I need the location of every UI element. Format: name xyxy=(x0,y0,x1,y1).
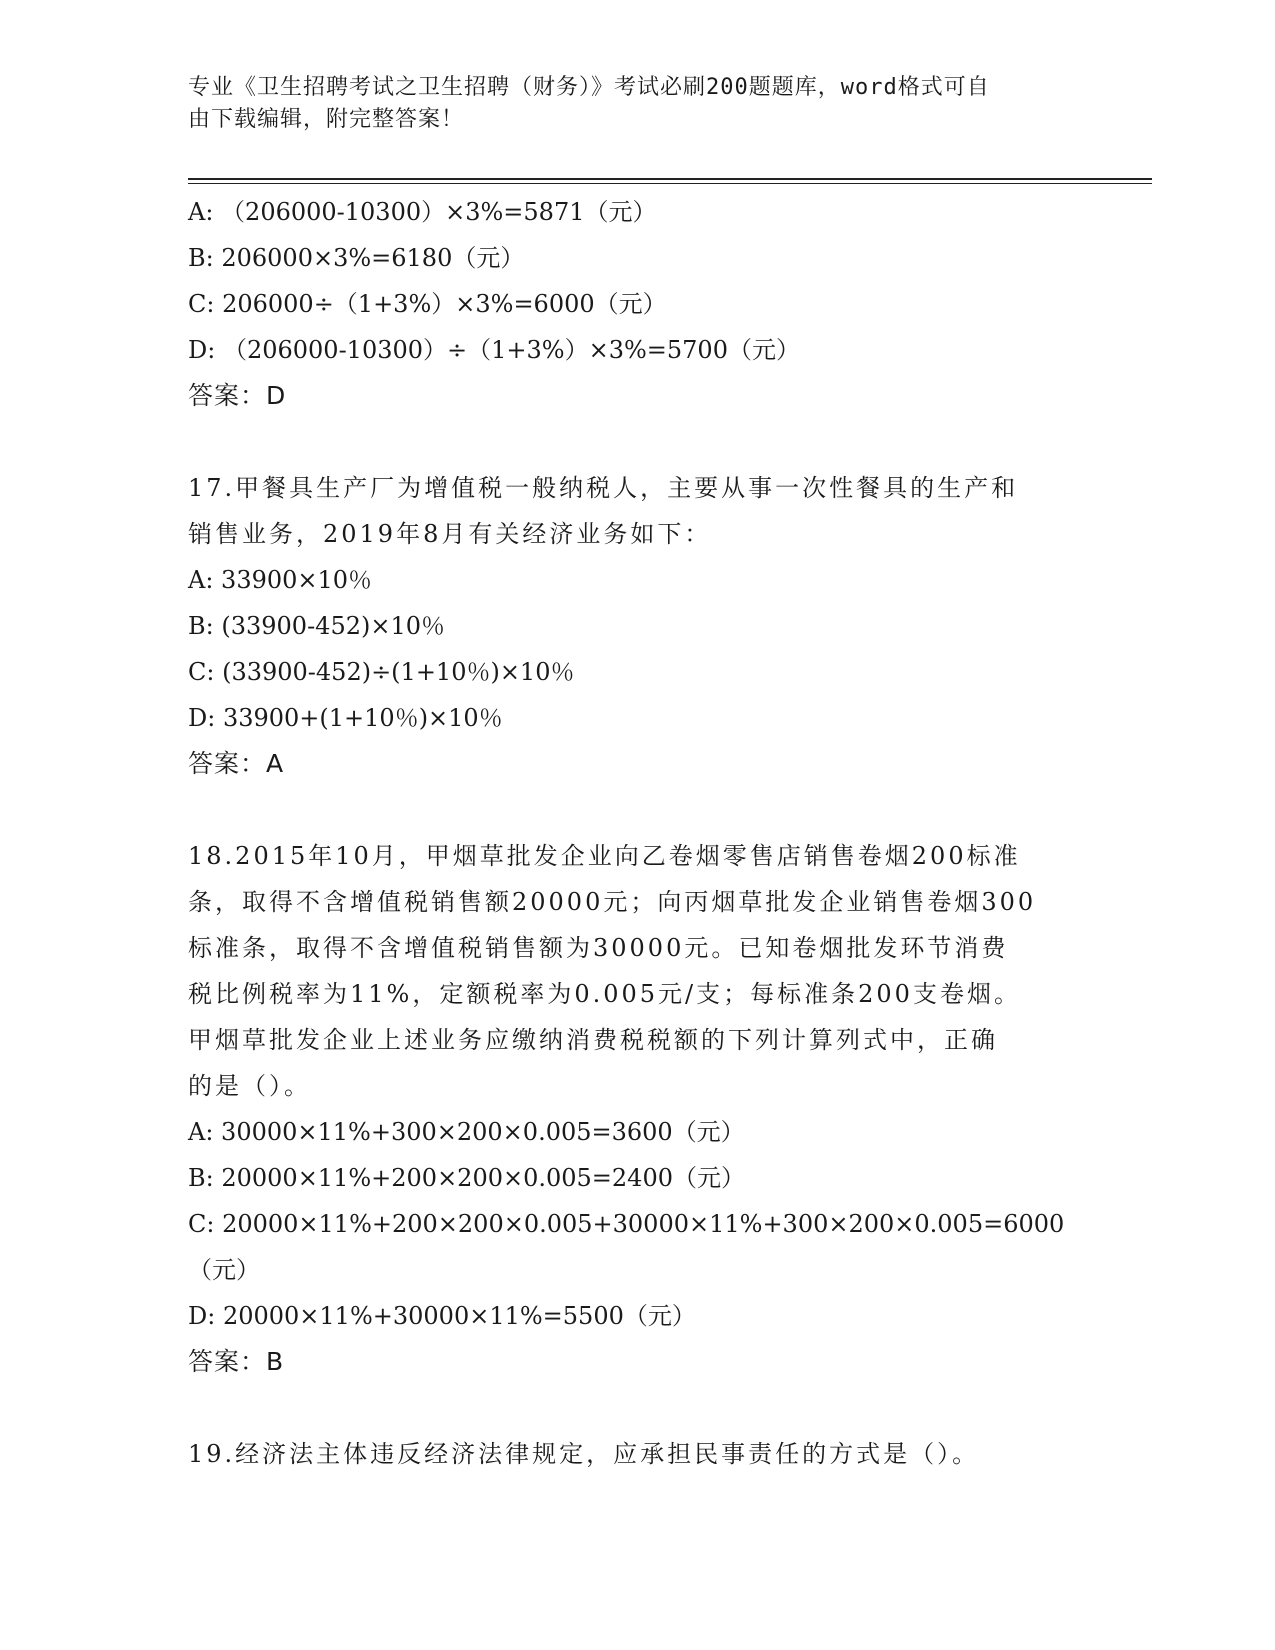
answer: 答案：B xyxy=(188,1347,285,1376)
document-header xyxy=(188,72,1068,136)
option-d: D: （206000-10300）÷（1+3%）×3%=5700（元） xyxy=(188,336,800,364)
option-a: A: 33900×10％ xyxy=(188,566,373,594)
question-19 xyxy=(188,1431,1088,1477)
option-d: D: 33900+(1+10％)×10％ xyxy=(188,704,503,732)
header-line-1: 专业《卫生招聘考试之卫生招聘（财务）》考试必刷200题题库，word格式可自 xyxy=(188,75,990,100)
option-c: C: 20000×11%+200×200×0.005+30000×11%+300×200×0.005=6000 xyxy=(188,1210,1065,1238)
question-text-line: 条，取得不含增值税销售额20000元；向丙烟草批发企业销售卷烟300 xyxy=(188,888,1037,916)
spacer xyxy=(188,787,1088,833)
option-c-continued: （元） xyxy=(188,1256,260,1284)
question-text-line: 18.2015年10月，甲烟草批发企业向乙卷烟零售店销售卷烟200标准 xyxy=(188,842,1021,870)
spacer xyxy=(188,1385,1088,1431)
option-d: D: 20000×11%+30000×11%=5500（元） xyxy=(188,1302,696,1330)
option-c: C: (33900-452)÷(1+10％)×10％ xyxy=(188,658,575,686)
answer: 答案：D xyxy=(188,381,287,410)
question-text-line: 销售业务，2019年8月有关经济业务如下： xyxy=(188,520,712,548)
option-a: A: （206000-10300）×3%=5871（元） xyxy=(188,198,657,226)
question-text-line: 甲烟草批发企业上述业务应缴纳消费税税额的下列计算列式中，正确 xyxy=(188,1026,998,1054)
question-16 xyxy=(188,189,1088,419)
header-divider-thin xyxy=(188,183,1152,184)
option-b: B: 20000×11%+200×200×0.005=2400（元） xyxy=(188,1164,745,1192)
header-line-2: 由下载编辑，附完整答案！ xyxy=(188,107,465,132)
option-a: A: 30000×11%+300×200×0.005=3600（元） xyxy=(188,1118,745,1146)
question-text-line: 17.甲餐具生产厂为增值税一般纳税人，主要从事一次性餐具的生产和 xyxy=(188,474,1019,502)
spacer xyxy=(188,419,1088,465)
question-18 xyxy=(188,833,1088,1385)
question-17 xyxy=(188,465,1088,787)
question-text-line: 19.经济法主体违反经济法律规定，应承担民事责任的方式是（）。 xyxy=(188,1440,980,1468)
question-text-line: 的是（）。 xyxy=(188,1072,311,1100)
document-body xyxy=(188,189,1088,1477)
option-b: B: (33900-452)×10％ xyxy=(188,612,445,640)
question-text-line: 标准条，取得不含增值税销售额为30000元。已知卷烟批发环节消费 xyxy=(188,934,1009,962)
option-b: B: 206000×3%=6180（元） xyxy=(188,244,525,272)
header-divider-thick xyxy=(188,178,1152,180)
question-text-line: 税比例税率为11%，定额税率为0.005元/支；每标准条200支卷烟。 xyxy=(188,980,1021,1008)
answer: 答案：A xyxy=(188,749,285,778)
option-c: C: 206000÷（1+3%）×3%=6000（元） xyxy=(188,290,667,318)
